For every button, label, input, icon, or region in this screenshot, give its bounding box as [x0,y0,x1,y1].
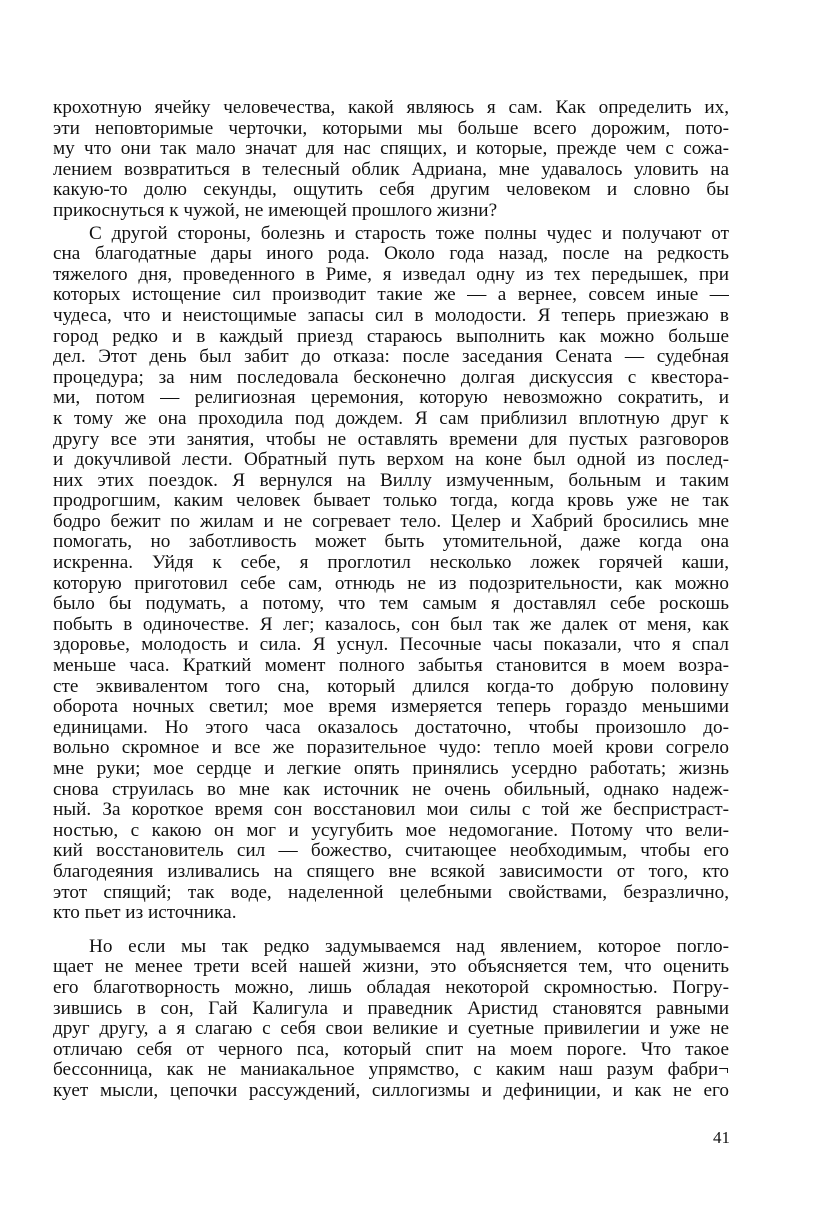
text-line: му что они так мало значат для нас спящих, и которые, прежде чем с сожа- [53,139,729,160]
text-line: чудеса, что и неистощимые запасы сил в молодости. Я теперь приезжаю в [53,305,729,326]
text-line: мне руки; мое сердце и легкие опять принялись усердно работать; жизнь [53,759,729,779]
text-line: снова струилась во мне как источник не очень обильный, однако надеж- [53,779,729,800]
text-line: продрогшим, каким человек бывает только тогда, когда кровь уже не так [53,491,729,512]
text-line: искренна. Уйдя к себе, я проглотил несколько ложек горячей каши, [53,553,729,574]
text-line: бессонница, как не маниакальное упрямство, с каким наш разум фабри¬ [53,1060,729,1081]
text-line: и докучливой лести. Обратный путь верхом на коне был одной из послед- [53,450,729,471]
text-line: зившись в сон, Гай Калигула и праведник Аристид становятся равными [53,998,729,1019]
text-line: помогать, но заботливость может быть утомительной, даже когда она [53,532,729,553]
text-line: которых истощение сил производит такие же — а вернее, совсем иные — [53,285,729,306]
text-line: Но если мы так редко задумываемся над явлением, которое погло- [89,936,729,957]
text-line: кто пьет из источника. [53,903,237,924]
text-line: крохотную ячейку человечества, какой являюсь я сам. Как определить их, [53,98,729,118]
text-line: лением возвратиться в телесный облик Адриана, мне удавалось уловить на [53,159,729,180]
text-line: кует мысли, цепочки рассуждений, силлогизмы и дефиниции, и как не его [53,1080,729,1101]
text-line: прикоснуться к чужой, не имеющей прошлого жизни? [53,200,498,221]
text-line: тяжелого дня, проведенного в Риме, я изведал одну из тех передышек, при [53,264,729,285]
text-line: ми, потом — религиозная церемония, которую невозможно сократить, и [53,388,729,409]
text-line: единицами. Но этого часа оказалось достаточно, чтобы произошло до- [53,717,729,738]
page-number: 41 [713,1128,730,1147]
text-line: оборота ночных светил; мое время измеряется теперь гораздо меньшими [53,697,729,718]
text-line: благодеяния изливались на спящего вне всякой зависимости от того, кто [53,861,729,882]
page-body [53,98,729,1102]
text-line: меньше часа. Краткий момент полного забытья становится в моем возра- [53,656,729,677]
text-line: вольно скромное и все же поразительное чудо: тепло моей крови согрело [53,738,729,759]
text-line: сна благодатные дары иного рода. Около года назад, после на редкость [53,244,729,265]
text-line: эти неповторимые черточки, которыми мы больше всего дорожим, пото- [53,118,729,139]
text-line: ный. За короткое время сон восстановил мои силы с той же беспристраст- [53,800,729,821]
text-line: его благотворность можно, лишь обладая некоторой скромностью. Погру- [53,977,729,998]
text-line: какую-то долю секунды, ощутить себя другим человеком и словно бы [53,180,729,201]
text-line: бодро бежит по жилам и не согревает тело. Целер и Хабрий бросились мне [53,511,729,532]
text-line: С другой стороны, болезнь и старость тоже полны чудес и получают от [89,223,729,244]
text-line: них этих поездок. Я вернулся на Виллу измученным, больным и таким [53,470,729,491]
text-line: было бы подумать, а потому, что тем самым я доставлял себе роскошь [53,594,729,615]
text-line: дел. Этот день был забит до отказа: после заседания Сената — судебная [53,347,729,368]
text-line: кий восстановитель сил — божество, считающее необходимым, чтобы его [53,841,729,862]
text-line: которую приготовил себе сам, отнюдь не из подозрительности, как можно [53,573,729,594]
text-line: сте эквивалентом того сна, который длился когда-то добрую половину [53,676,729,697]
text-line: побыть в одиночестве. Я лег; казалось, сон был так же далек от меня, как [53,614,729,635]
paragraph [53,937,729,1102]
text-line: другу все эти занятия, чтобы не оставлять времени для пустых разговоров [53,429,729,450]
text-line: ностью, с какою он мог и усугубить мое недомогание. Потому что вели- [53,820,729,841]
text-line: процедура; за ним последовала бесконечно долгая дискуссия с квестора- [53,367,729,388]
text-line: здоровье, молодость и сила. Я уснул. Песочные часы показали, что я спал [53,635,729,656]
paragraph [53,224,729,924]
paragraph [53,98,729,222]
text-line: город редко и в каждый приезд стараюсь выполнить как можно больше [53,326,729,347]
text-line: к тому же она проходила под дождем. Я сам приблизил вплотную друг к [53,408,729,429]
text-line: щает не менее трети всей нашей жизни, это объясняется тем, что оценить [53,957,729,978]
text-line: этот спящий; так воде, наделенной целебными свойствами, безразлично, [53,882,729,903]
text-line: друг другу, а я слагаю с себя свои великие и суетные привилегии и уже не [53,1019,729,1040]
text-line: отличаю себя от черного пса, который спит на моем пороге. Что такое [53,1039,729,1060]
